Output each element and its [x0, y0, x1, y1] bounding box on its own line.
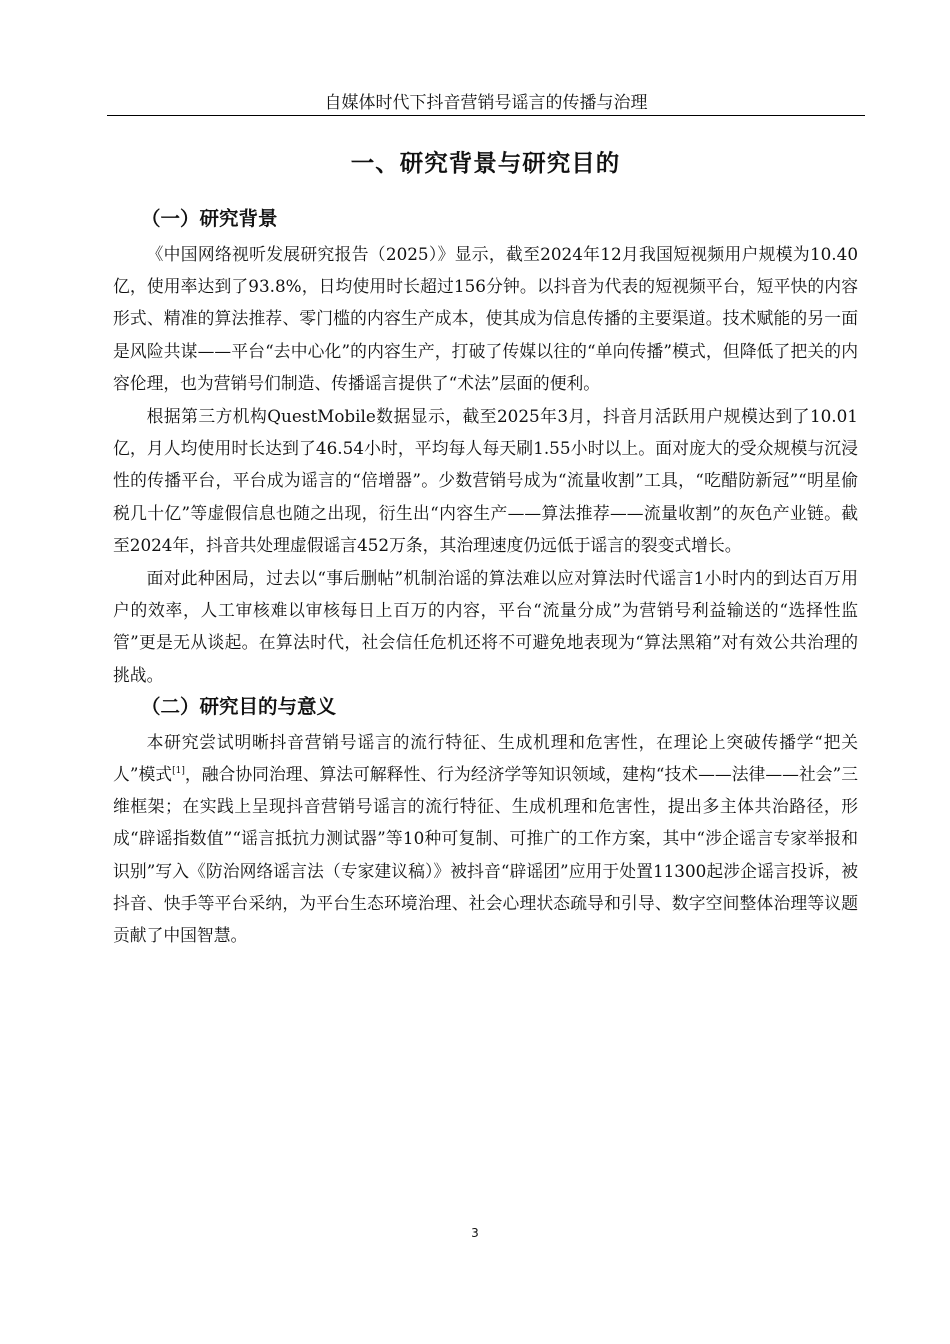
header-rule: [107, 115, 865, 116]
section-heading-purpose: （二）研究目的与意义: [141, 694, 337, 718]
body-paragraph: 面对此种困局，过去以“事后删帖”机制治谣的算法难以应对算法时代谣言1小时内的到达百万用户的效率，人工审核难以审核每日上百万的内容，平台“流量分成”为营销号利益输送的“选择性监管”更是无从谈起。在算法时代，社会信任危机还将不可避免地表现为“算法黑箱”对有效公共治理的挑战。: [113, 568, 858, 685]
running-header: 自媒体时代下抖音营销号谣言的传播与治理: [324, 93, 648, 113]
page-body: [113, 144, 858, 951]
paragraph-text-part-1: 本研究尝试明晰抖音营销号谣言的流行特征、生成机理和危害性，在理论上突破传播学“把关人”模式: [113, 731, 858, 785]
body-paragraph-with-citation: [113, 726, 858, 951]
chapter-title: 一、研究背景与研究目的: [350, 149, 621, 177]
page-number: 3: [471, 1226, 479, 1240]
citation-reference[interactable]: [1]: [172, 766, 185, 777]
body-paragraph: 根据第三方机构QuestMobile数据显示，截至2025年3月，抖音月活跃用户规模达到了10.01亿，月人均使用时长达到了46.54小时，平均每人每天刷1.55小时以上。面对庞大的受众规模与沉浸性的传播平台，平台成为谣言的“倍增器”。少数营销号成为“流量收割”工具，“吃醋防新冠”“明星偷税几十亿”等虚假信息也随之出现，衍生出“内容生产——算法推荐——流量收割”的灰色产业链。截至2024年，抖音共处理虚假谣言452万条，其治理速度仍远低于谣言的裂变式增长。: [113, 406, 858, 555]
paragraph-text-part-2: ，融合协同治理、算法可解释性、行为经济学等知识领域，建构“技术——法律——社会”三维框架；在实践上呈现抖音营销号谣言的流行特征、生成机理和危害性，提出多主体共治路径，形成“辟谣指数值”“谣言抵抗力测试器”等10种可复制、可推广的工作方案，其中“涉企谣言专家举报和识别”写入《防治网络谣言法（专家建议稿）》被抖音“辟谣团”应用于处置11300起涉企谣言投诉，被抖音、快手等平台采纳，为平台生态环境治理、社会心理状态疏导和引导、数字空间整体治理等议题贡献了中国智慧。: [113, 764, 858, 946]
section-heading-background: （一）研究背景: [141, 207, 278, 230]
body-paragraph: 《中国网络视听发展研究报告（2025）》显示，截至2024年12月我国短视频用户规模为10.40亿，使用率达到了93.8%，日均使用时长超过156分钟。以抖音为代表的短视频平台，短平快的内容形式、精准的算法推荐、零门槛的内容生产成本，使其成为信息传播的主要渠道。技术赋能的另一面是风险共谋——平台“去中心化”的内容生产，打破了传媒以往的“单向传播”模式，但降低了把关的内容伦理，也为营销号们制造、传播谣言提供了“术法”层面的便利。: [113, 244, 858, 393]
